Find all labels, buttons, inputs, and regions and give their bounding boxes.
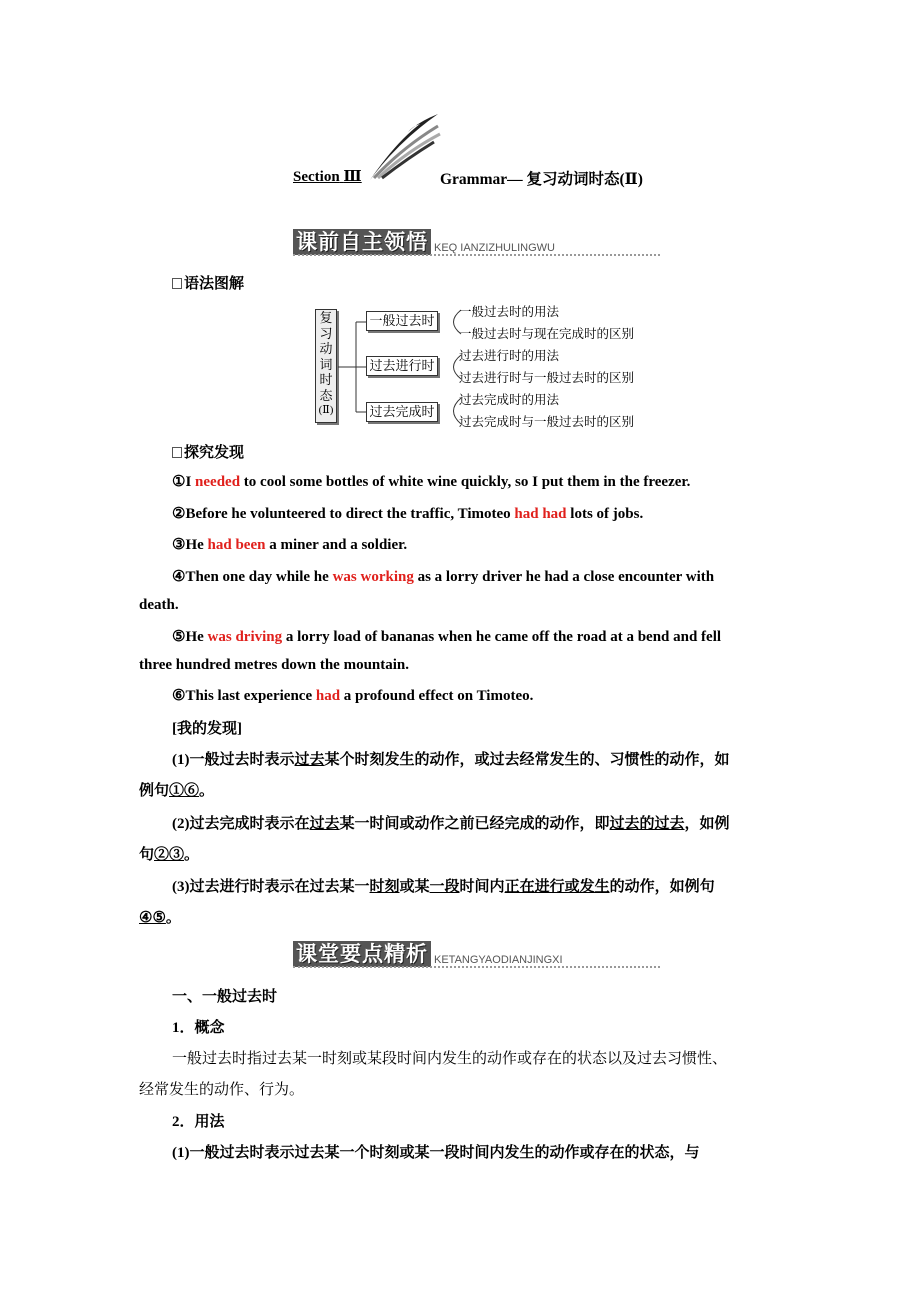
example-sentence: ②Before he volunteered to direct the traffic, Timoteo had had lots of jobs. bbox=[172, 506, 644, 522]
diagram-leaf: 过去完成时与一般过去时的区别 bbox=[459, 415, 635, 429]
finding: (1)一般过去时表示过去某个时刻发生的动作，或过去经常发生的、习惯性的动作，如 bbox=[172, 752, 730, 768]
section-label: Section Ⅲ bbox=[293, 169, 362, 185]
section-banner-preview bbox=[293, 229, 555, 255]
swoosh-logo-icon bbox=[368, 112, 442, 182]
diagram-leaf: 过去进行时的用法 bbox=[459, 349, 560, 363]
banner-title: 课前自主领悟 bbox=[293, 229, 431, 255]
checkbox-icon bbox=[172, 447, 182, 458]
diagram-leaf: 过去完成时的用法 bbox=[459, 393, 560, 407]
diagram-branch: 过去进行时 bbox=[366, 356, 438, 376]
example-sentence: ①I needed to cool some bottles of white wine quickly, so I put them in the freezer. bbox=[172, 474, 691, 490]
diagram-leaf: 一般过去时与现在完成时的区别 bbox=[459, 327, 635, 341]
divider bbox=[293, 966, 660, 968]
explore-heading: 探究发现 bbox=[172, 441, 244, 462]
example-sentence: ⑥This last experience had a profound effect on Timoteo. bbox=[172, 688, 534, 704]
subheading: 1．概念 bbox=[172, 1020, 225, 1036]
page-title: Grammar— 复习动词时态(Ⅱ) bbox=[440, 171, 643, 188]
part-heading: 一、一般过去时 bbox=[172, 989, 278, 1005]
paragraph-cont: 经常发生的动作、行为。 bbox=[139, 1082, 305, 1098]
findings-heading: [我的发现] bbox=[172, 721, 242, 737]
diagram-branch: 过去完成时 bbox=[366, 402, 438, 422]
grammar-diagram-heading: 语法图解 bbox=[172, 272, 244, 293]
paragraph: (1)一般过去时表示过去某一个时刻或某一段时间内发生的动作或存在的状态，与 bbox=[172, 1145, 700, 1161]
finding-cont: ④⑤。 bbox=[139, 910, 181, 926]
example-sentence-cont: three hundred metres down the mountain. bbox=[139, 657, 410, 673]
paragraph: 一般过去时指过去某一时刻或某段时间内发生的动作或存在的状态以及过去习惯性、 bbox=[172, 1051, 728, 1067]
diagram-leaf: 过去进行时与一般过去时的区别 bbox=[459, 371, 635, 385]
section-banner-class bbox=[293, 941, 563, 967]
finding: (3)过去进行时表示在过去某一时刻或某一段时间内正在进行或发生的动作，如例句 bbox=[172, 879, 715, 895]
banner-title: 课堂要点精析 bbox=[293, 941, 431, 967]
banner-subtitle: KETANGYAODIANJINGXI bbox=[434, 954, 563, 966]
example-sentence: ⑤He was driving a lorry load of bananas when he came off the road at a bend and fell bbox=[172, 629, 722, 645]
finding-cont: 句②③。 bbox=[139, 847, 200, 863]
divider bbox=[293, 254, 660, 256]
finding-cont: 例句①⑥。 bbox=[139, 783, 215, 799]
example-sentence: ③He had been a miner and a soldier. bbox=[172, 537, 408, 553]
subheading: 2．用法 bbox=[172, 1114, 225, 1130]
banner-subtitle: KEQ IANZIZHULINGWU bbox=[434, 242, 556, 254]
diagram-branch: 一般过去时 bbox=[366, 311, 438, 331]
diagram-leaf: 一般过去时的用法 bbox=[459, 305, 560, 319]
checkbox-icon bbox=[172, 278, 182, 289]
finding: (2)过去完成时表示在过去某一时间或动作之前已经完成的动作，即过去的过去，如例 bbox=[172, 816, 730, 832]
example-sentence: ④Then one day while he was working as a lorry driver he had a close encounter with bbox=[172, 569, 715, 585]
diagram-root: 复 习 动 词 时 态 (Ⅱ) bbox=[315, 309, 337, 423]
example-sentence-cont: death. bbox=[139, 597, 179, 613]
